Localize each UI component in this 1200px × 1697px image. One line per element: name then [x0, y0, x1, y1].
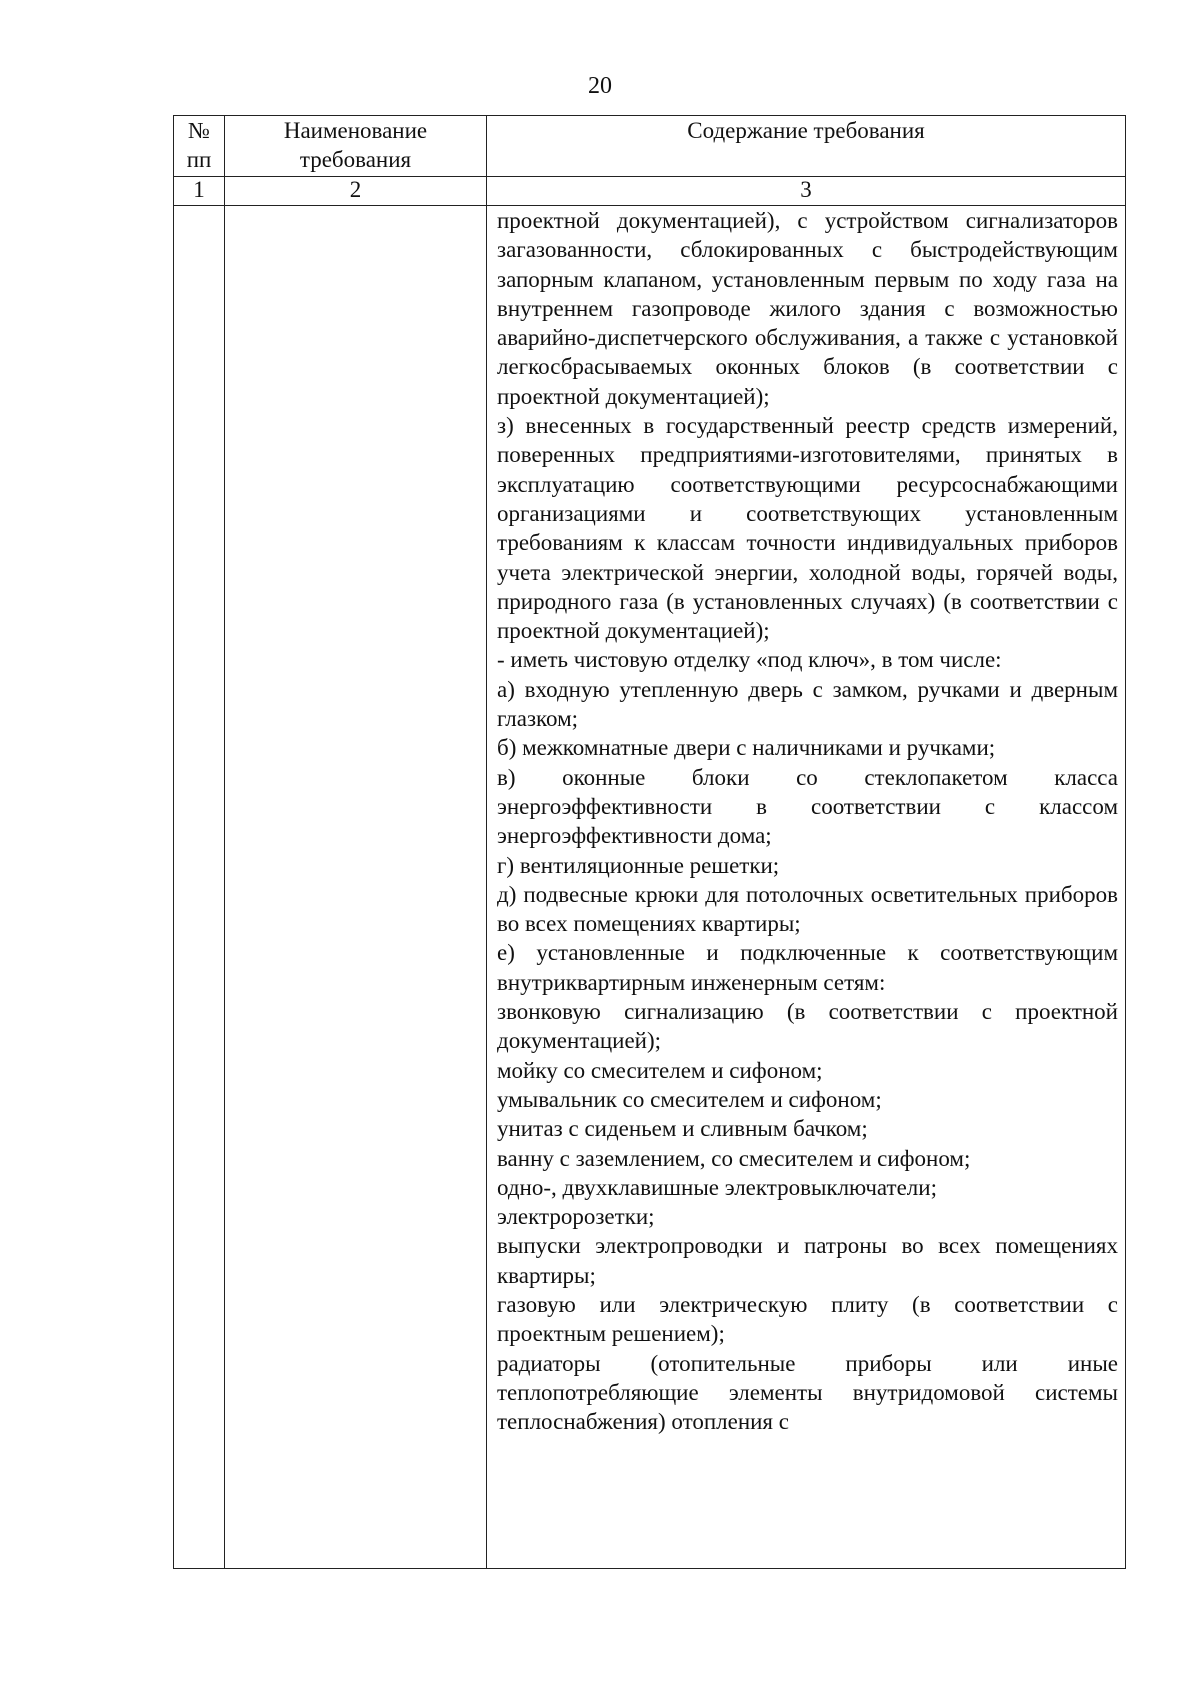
requirement-paragraph: радиаторы (отопительные приборы или иные теплопотребляющие элементы внутридомовой системы теплоснабжения) отопления с — [497, 1350, 1118, 1435]
requirement-paragraph: мойку со смесителем и сифоном; — [497, 1057, 823, 1083]
requirement-paragraph: в) оконные блоки со стеклопакетом класса энергоэффективности в соответствии с классом энергоэффективности дома; — [497, 764, 1118, 849]
header-line: Наименование — [283, 118, 428, 143]
requirement-paragraph: е) установленные и подключенные к соответствующим внутриквартирным инженерным сетям: — [497, 940, 1118, 995]
requirements-table — [173, 115, 1126, 1569]
requirement-paragraph: выпуски электропроводки и патроны во всех помещениях квартиры; — [497, 1233, 1118, 1288]
header-content — [487, 116, 1126, 177]
header-number — [174, 116, 225, 177]
row-content-cell — [487, 206, 1126, 1569]
column-number-row — [174, 177, 1126, 206]
requirement-paragraph: з) внесенных в государственный реестр средств измерений, поверенных предприятиями-изготовителями, принятых в эксплуатацию соответствующими ресурсоснабжающими организациями и соответствующих установленным требованиям к классам точности индивидуальных приборов учета электрической энергии, холодной воды, горячей воды, природного газа (в установленных случаях) (в соответствии с проектной документацией); — [497, 413, 1118, 644]
requirement-paragraph: одно-, двухклавишные электровыключатели; — [497, 1174, 937, 1200]
requirement-paragraph: а) входную утепленную дверь с замком, ручками и дверным глазком; — [497, 676, 1118, 732]
requirement-paragraph: д) подвесные крюки для потолочных осветительных приборов во всех помещениях квартиры; — [497, 881, 1118, 937]
requirement-paragraph: - иметь чистовую отделку «под ключ», в том числе: — [497, 647, 1002, 673]
header-name — [225, 116, 487, 177]
requirement-paragraph: газовую или электрическую плиту (в соответствии с проектным решением); — [497, 1291, 1118, 1347]
column-number-2: 2 — [225, 177, 487, 206]
requirement-paragraph: умывальник со смесителем и сифоном; — [497, 1086, 882, 1112]
requirement-paragraph: б) межкомнатные двери с наличниками и ручками; — [497, 735, 996, 761]
requirement-content — [487, 206, 1125, 1436]
requirement-paragraph: проектной документацией), с устройством сигнализаторов загазованности, сблокированных с быстродействующим запорным клапаном, установленным первым по ходу газа на внутреннем газопроводе жилого здания с возможностью аварийно-диспетчерского обслуживания, а также с установкой легкосбрасываемых оконных блоков (в соответствии с проектной документацией); — [497, 208, 1118, 409]
header-line: требования — [299, 147, 412, 172]
requirement-paragraph: г) вентиляционные решетки; — [497, 852, 780, 878]
requirement-paragraph: звонковую сигнализацию (в соответствии с проектной документацией); — [497, 999, 1118, 1054]
table-row — [174, 206, 1126, 1569]
requirement-paragraph: унитаз с сиденьем и сливным бачком; — [497, 1116, 868, 1142]
header-line: Содержание требования — [687, 118, 925, 143]
column-number-1: 1 — [174, 177, 225, 206]
header-line: № — [188, 118, 210, 143]
row-number-cell — [174, 206, 225, 1569]
requirement-paragraph: ванну с заземлением, со смесителем и сифоном; — [497, 1145, 971, 1171]
page-number: 20 — [588, 73, 612, 99]
header-row — [174, 116, 1126, 177]
header-line: пп — [186, 147, 212, 172]
requirement-paragraph: электророзетки; — [497, 1204, 655, 1230]
column-number-3: 3 — [487, 177, 1126, 206]
row-name-cell — [225, 206, 487, 1569]
